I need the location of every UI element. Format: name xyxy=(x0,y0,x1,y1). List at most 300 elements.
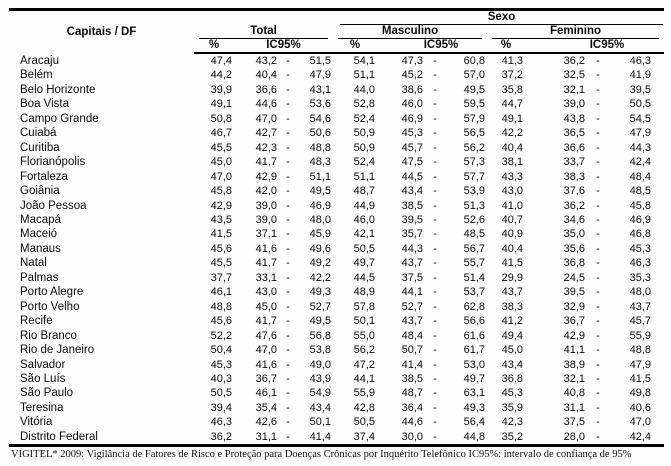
feminino-ic-low: 37,6 xyxy=(563,185,585,198)
table-body xyxy=(9,53,664,446)
feminino-ic-low: 36,6 xyxy=(563,141,585,154)
total-pct: 45,3 xyxy=(210,358,232,371)
capital-name: Aracaju xyxy=(20,54,59,67)
feminino-ic-dash: - xyxy=(596,257,600,270)
total-ic-low: 36,7 xyxy=(255,372,277,385)
total-ic-dash: - xyxy=(286,199,290,212)
feminino-ic-low: 36,5 xyxy=(563,127,585,140)
masculino-ic-low: 39,5 xyxy=(401,213,423,226)
capital-name: São Paulo xyxy=(20,387,74,400)
masculino-ic-dash: - xyxy=(433,344,437,357)
total-ic-low: 47,6 xyxy=(255,329,277,342)
total-ic-low: 41,7 xyxy=(255,257,277,270)
masculino-pct: 46,0 xyxy=(353,213,375,226)
masculino-ic-high: 53,7 xyxy=(463,286,485,299)
masculino-ic-dash: - xyxy=(433,141,437,154)
total-ic-low: 47,0 xyxy=(255,344,277,357)
total-ic-high: 54,6 xyxy=(309,112,331,125)
total-ic-low: 43,2 xyxy=(255,55,277,67)
total-ic-high: 50,6 xyxy=(309,127,331,140)
capital-name: Teresina xyxy=(20,401,64,414)
total-ic-low: 41,6 xyxy=(255,358,277,371)
masculino-ic-dash: - xyxy=(433,416,437,429)
table-row xyxy=(9,256,664,270)
table-row xyxy=(9,314,664,328)
masculino-ic-high: 56,7 xyxy=(463,242,485,255)
masculino-ic-dash: - xyxy=(433,358,437,371)
feminino-ic-low: 33,7 xyxy=(563,156,585,169)
masculino-ic-low: 50,7 xyxy=(401,344,423,357)
total-pct: 47,0 xyxy=(210,170,232,183)
feminino-ic-high: 47,0 xyxy=(629,416,651,429)
feminino-pct: 40,7 xyxy=(501,213,523,226)
feminino-pct: 38,1 xyxy=(501,156,523,169)
table-row xyxy=(9,53,664,68)
masculino-ic-high: 57,3 xyxy=(463,156,485,169)
masculino-ic-dash: - xyxy=(433,83,437,96)
total-pct: 45,6 xyxy=(210,315,232,328)
total-pct: 45,5 xyxy=(210,141,232,154)
total-pct: 42,9 xyxy=(210,199,232,212)
masculino-ic-low: 38,5 xyxy=(401,199,423,212)
table-row xyxy=(9,372,664,386)
feminino-ic-low: 42,9 xyxy=(563,329,585,342)
feminino-ic-dash: - xyxy=(596,127,600,140)
total-ic-high: 48,8 xyxy=(309,141,331,154)
masculino-ic-high: 56,6 xyxy=(463,315,485,328)
feminino-ic-high: 41,9 xyxy=(629,69,651,82)
masculino-ic-high: 49,7 xyxy=(463,372,485,385)
masculino-ic-high: 61,7 xyxy=(463,344,485,357)
masculino-pct: 56,2 xyxy=(353,344,375,357)
masculino-ic-low: 47,3 xyxy=(401,55,423,67)
masculino-header-label: Masculino xyxy=(338,25,482,39)
table-row xyxy=(9,68,664,82)
feminino-pct: 42,2 xyxy=(501,127,523,140)
total-pct: 40,3 xyxy=(210,372,232,385)
total-ic95-header: IC95% xyxy=(234,39,333,53)
total-pct-header: % xyxy=(194,39,234,53)
total-pct: 45,6 xyxy=(210,242,232,255)
feminino-ic-dash: - xyxy=(596,286,600,299)
feminino-ic-dash: - xyxy=(596,213,600,226)
table-row xyxy=(9,242,664,256)
capital-name: Belém xyxy=(20,69,53,82)
table-header xyxy=(9,10,664,54)
capital-name: Manaus xyxy=(20,242,61,255)
feminino-ic-high: 49,8 xyxy=(629,387,651,400)
feminino-ic-high: 46,9 xyxy=(629,213,651,226)
table-row xyxy=(9,126,664,140)
feminino-ic-dash: - xyxy=(596,416,600,429)
table-row xyxy=(9,227,664,241)
feminino-ic-dash: - xyxy=(596,55,600,67)
capital-name: Curitiba xyxy=(20,141,60,154)
masculino-ic-low: 36,4 xyxy=(401,401,423,414)
feminino-ic-high: 42,4 xyxy=(629,156,651,169)
masculino-ic-high: 53,9 xyxy=(463,185,485,198)
total-pct: 50,5 xyxy=(210,387,232,400)
feminino-pct: 45,3 xyxy=(501,387,523,400)
masculino-ic-low: 43,4 xyxy=(401,185,423,198)
total-ic-dash: - xyxy=(286,271,290,284)
table-row xyxy=(9,329,664,343)
masculino-ic-high: 56,2 xyxy=(463,141,485,154)
capital-name: Florianópolis xyxy=(20,156,86,169)
feminino-ic-dash: - xyxy=(596,199,600,212)
feminino-ic-high: 45,7 xyxy=(629,315,651,328)
feminino-pct: 40,4 xyxy=(501,242,523,255)
capital-name: Porto Alegre xyxy=(20,286,84,299)
masculino-ic-high: 53,0 xyxy=(463,358,485,371)
masculino-pct: 52,4 xyxy=(353,112,375,125)
total-ic-high: 49,5 xyxy=(309,315,331,328)
masculino-pct: 44,5 xyxy=(353,271,375,284)
feminino-ic-low: 39,0 xyxy=(563,98,585,111)
total-ic-high: 41,4 xyxy=(309,430,331,443)
feminino-ic-high: 46,3 xyxy=(629,55,651,67)
feminino-ic-low: 31,1 xyxy=(563,401,585,414)
capital-name: Boa Vista xyxy=(20,98,70,111)
total-ic-high: 43,4 xyxy=(309,401,331,414)
masculino-ic-high: 52,6 xyxy=(463,213,485,226)
total-pct: 47,4 xyxy=(210,55,232,67)
masculino-ic-dash: - xyxy=(433,401,437,414)
masculino-pct: 42,8 xyxy=(353,401,375,414)
total-pct: 45,0 xyxy=(210,156,232,169)
total-pct: 45,8 xyxy=(210,185,232,198)
capital-name: Goiânia xyxy=(20,185,60,198)
masculino-ic-low: 45,3 xyxy=(401,127,423,140)
masculino-ic-dash: - xyxy=(433,170,437,183)
table-row xyxy=(9,213,664,227)
table-row xyxy=(9,271,664,285)
total-ic-dash: - xyxy=(286,213,290,226)
total-ic-dash: - xyxy=(286,344,290,357)
total-ic-low: 35,4 xyxy=(255,401,277,414)
total-ic-high: 49,0 xyxy=(309,358,331,371)
header-row-sexo xyxy=(9,10,664,26)
masculino-ic-low: 46,9 xyxy=(401,112,423,125)
feminino-pct: 43,7 xyxy=(501,286,523,299)
total-ic-dash: - xyxy=(286,387,290,400)
masculino-pct: 37,4 xyxy=(353,430,375,443)
total-pct: 39,4 xyxy=(210,401,232,414)
masculino-ic-high: 57,7 xyxy=(463,170,485,183)
table-row xyxy=(9,83,664,97)
total-ic-high: 42,2 xyxy=(309,271,331,284)
table-row xyxy=(9,343,664,357)
total-ic-high: 54,9 xyxy=(309,387,331,400)
masculino-ic-low: 44,6 xyxy=(401,416,423,429)
masculino-ic-dash: - xyxy=(433,430,437,443)
masculino-ic-low: 45,7 xyxy=(401,141,423,154)
feminino-header xyxy=(487,25,664,39)
masculino-ic-high: 56,4 xyxy=(463,416,485,429)
total-ic-low: 40,4 xyxy=(255,69,277,82)
table-row xyxy=(9,155,664,169)
masculino-ic-dash: - xyxy=(433,329,437,342)
table-row xyxy=(9,97,664,111)
feminino-pct-header: % xyxy=(487,39,525,53)
total-ic-dash: - xyxy=(286,185,290,198)
feminino-ic-dash: - xyxy=(596,98,600,111)
feminino-ic-high: 48,5 xyxy=(629,185,651,198)
masculino-ic-dash: - xyxy=(433,372,437,385)
feminino-ic-high: 46,3 xyxy=(629,257,651,270)
feminino-pct: 29,9 xyxy=(501,271,523,284)
masculino-ic-dash: - xyxy=(433,300,437,313)
feminino-ic-dash: - xyxy=(596,300,600,313)
total-ic-low: 47,0 xyxy=(255,112,277,125)
feminino-ic-high: 47,9 xyxy=(629,358,651,371)
total-ic-dash: - xyxy=(286,286,290,299)
masculino-pct: 50,9 xyxy=(353,127,375,140)
masculino-ic-high: 57,9 xyxy=(463,112,485,125)
masculino-pct: 55,9 xyxy=(353,387,375,400)
total-pct: 46,3 xyxy=(210,416,232,429)
total-pct: 43,5 xyxy=(210,213,232,226)
feminino-ic-dash: - xyxy=(596,112,600,125)
total-ic-high: 56,8 xyxy=(309,329,331,342)
feminino-ic95-header: IC95% xyxy=(525,39,664,53)
total-header xyxy=(194,25,333,39)
total-pct: 36,2 xyxy=(210,430,232,443)
feminino-ic-low: 36,2 xyxy=(563,55,585,67)
feminino-pct: 40,4 xyxy=(501,141,523,154)
total-ic-low: 46,1 xyxy=(255,387,277,400)
feminino-ic-low: 39,5 xyxy=(563,286,585,299)
masculino-pct: 50,5 xyxy=(353,242,375,255)
total-pct: 49,1 xyxy=(210,98,232,111)
masculino-ic-low: 38,6 xyxy=(401,83,423,96)
total-ic-dash: - xyxy=(286,156,290,169)
total-ic-dash: - xyxy=(286,127,290,140)
masculino-pct-header: % xyxy=(333,39,377,53)
feminino-ic-high: 45,8 xyxy=(629,199,651,212)
total-pct: 46,1 xyxy=(210,286,232,299)
total-ic-low: 36,6 xyxy=(255,83,277,96)
capital-name: Palmas xyxy=(20,271,59,284)
feminino-ic-dash: - xyxy=(596,185,600,198)
capital-name: Rio Branco xyxy=(20,329,77,342)
feminino-ic-dash: - xyxy=(596,69,600,82)
masculino-ic-low: 48,4 xyxy=(401,329,423,342)
masculino-pct: 50,1 xyxy=(353,315,375,328)
feminino-ic-high: 45,3 xyxy=(629,242,651,255)
feminino-pct: 44,7 xyxy=(501,98,523,111)
masculino-ic-dash: - xyxy=(433,242,437,255)
masculino-ic-dash: - xyxy=(433,98,437,111)
masculino-ic-dash: - xyxy=(433,55,437,67)
masculino-ic-high: 49,3 xyxy=(463,401,485,414)
capital-name: São Luís xyxy=(20,372,66,385)
masculino-ic-low: 37,5 xyxy=(401,271,423,284)
total-pct: 44,2 xyxy=(210,69,232,82)
sexo-header xyxy=(333,10,664,26)
total-pct: 48,8 xyxy=(210,300,232,313)
capitals-header xyxy=(9,10,194,54)
feminino-pct: 45,0 xyxy=(501,344,523,357)
feminino-ic-dash: - xyxy=(596,372,600,385)
capital-name: Rio de Janeiro xyxy=(20,344,95,357)
feminino-pct: 42,3 xyxy=(501,416,523,429)
masculino-ic-low: 52,7 xyxy=(401,300,423,313)
feminino-pct: 40,9 xyxy=(501,228,523,241)
total-ic-low: 37,1 xyxy=(255,228,277,241)
total-ic-low: 45,0 xyxy=(255,300,277,313)
feminino-ic-dash: - xyxy=(596,344,600,357)
masculino-ic-dash: - xyxy=(433,185,437,198)
masculino-pct: 48,9 xyxy=(353,286,375,299)
feminino-pct: 49,1 xyxy=(501,112,523,125)
total-pct: 41,5 xyxy=(210,228,232,241)
total-ic-low: 41,7 xyxy=(255,315,277,328)
masculino-pct: 44,1 xyxy=(353,372,375,385)
feminino-ic-high: 54,5 xyxy=(629,112,651,125)
feminino-pct: 43,0 xyxy=(501,185,523,198)
total-ic-high: 53,6 xyxy=(309,98,331,111)
total-ic-high: 45,9 xyxy=(309,228,331,241)
masculino-pct: 50,5 xyxy=(353,416,375,429)
total-ic-high: 53,8 xyxy=(309,344,331,357)
feminino-pct: 35,9 xyxy=(501,401,523,414)
masculino-ic-low: 44,5 xyxy=(401,170,423,183)
feminino-ic-low: 24,5 xyxy=(563,271,585,284)
total-pct: 46,7 xyxy=(210,127,232,140)
capital-name: Salvador xyxy=(20,358,66,371)
masculino-ic-dash: - xyxy=(433,315,437,328)
feminino-pct: 36,8 xyxy=(501,372,523,385)
masculino-ic-high: 49,5 xyxy=(463,83,485,96)
masculino-ic-dash: - xyxy=(433,228,437,241)
masculino-ic-low: 47,5 xyxy=(401,156,423,169)
feminino-ic-dash: - xyxy=(596,156,600,169)
feminino-ic-high: 41,5 xyxy=(629,372,651,385)
feminino-pct: 35,8 xyxy=(501,83,523,96)
masculino-pct: 44,0 xyxy=(353,83,375,96)
total-ic-low: 39,0 xyxy=(255,213,277,226)
total-ic-high: 43,9 xyxy=(309,372,331,385)
feminino-ic-high: 46,8 xyxy=(629,228,651,241)
capital-name: Fortaleza xyxy=(20,170,68,183)
capital-name: Distrito Federal xyxy=(20,430,98,443)
masculino-pct: 42,1 xyxy=(353,228,375,241)
masculino-ic-high: 44,8 xyxy=(463,430,485,443)
masculino-ic-high: 56,5 xyxy=(463,127,485,140)
table-row xyxy=(9,430,664,446)
total-pct: 50,4 xyxy=(210,344,232,357)
feminino-ic-high: 47,9 xyxy=(629,127,651,140)
feminino-ic-low: 36,7 xyxy=(563,315,585,328)
total-ic-high: 49,2 xyxy=(309,257,331,270)
source-note: VIGITEL* 2009: Vigilância de Fatores de Risco e Proteção para Doenças Crônicas por Inquérito Telefônico IC95%: intervalo de confiança de 95% xyxy=(11,449,632,461)
total-ic-low: 31,1 xyxy=(255,430,277,443)
total-ic-low: 42,7 xyxy=(255,127,277,140)
masculino-pct: 50,9 xyxy=(353,141,375,154)
feminino-ic-dash: - xyxy=(596,387,600,400)
total-ic-dash: - xyxy=(286,242,290,255)
table-row xyxy=(9,184,664,198)
sexo-header-label: Sexo xyxy=(340,11,663,25)
feminino-ic-high: 48,8 xyxy=(629,344,651,357)
masculino-ic-dash: - xyxy=(433,213,437,226)
feminino-ic-low: 37,5 xyxy=(563,416,585,429)
feminino-ic-high: 55,9 xyxy=(629,329,651,342)
masculino-ic-low: 43,7 xyxy=(401,315,423,328)
total-ic-low: 42,6 xyxy=(255,416,277,429)
masculino-ic-dash: - xyxy=(433,69,437,82)
feminino-ic-high: 48,0 xyxy=(629,286,651,299)
total-ic-high: 43,1 xyxy=(309,83,331,96)
total-ic-high: 52,7 xyxy=(309,300,331,313)
feminino-pct: 43,4 xyxy=(501,358,523,371)
vigitel-table xyxy=(9,8,664,447)
total-ic-low: 43,0 xyxy=(255,286,277,299)
feminino-ic-dash: - xyxy=(596,170,600,183)
feminino-ic-low: 28,0 xyxy=(563,430,585,443)
total-ic-high: 49,6 xyxy=(309,242,331,255)
capital-name: João Pessoa xyxy=(20,199,87,212)
masculino-ic-high: 62,8 xyxy=(463,300,485,313)
feminino-ic-dash: - xyxy=(596,329,600,342)
total-ic-low: 39,0 xyxy=(255,199,277,212)
feminino-ic-low: 38,3 xyxy=(563,170,585,183)
total-pct: 52,2 xyxy=(210,329,232,342)
masculino-ic-low: 48,7 xyxy=(401,387,423,400)
total-ic-dash: - xyxy=(286,141,290,154)
feminino-header-label: Feminino xyxy=(492,25,659,39)
feminino-pct: 43,3 xyxy=(501,170,523,183)
masculino-pct: 55,0 xyxy=(353,329,375,342)
masculino-ic-low: 44,1 xyxy=(401,286,423,299)
masculino-ic-dash: - xyxy=(433,387,437,400)
total-ic-low: 33,1 xyxy=(255,271,277,284)
capital-name: Campo Grande xyxy=(20,112,99,125)
total-ic-high: 47,9 xyxy=(309,69,331,82)
feminino-ic-low: 38,9 xyxy=(563,358,585,371)
masculino-ic-dash: - xyxy=(433,127,437,140)
table-row xyxy=(9,386,664,400)
masculino-ic-high: 55,7 xyxy=(463,257,485,270)
total-ic-dash: - xyxy=(286,401,290,414)
total-ic-high: 48,0 xyxy=(309,213,331,226)
feminino-ic-dash: - xyxy=(596,83,600,96)
total-ic-dash: - xyxy=(286,112,290,125)
masculino-ic-low: 30,0 xyxy=(401,430,423,443)
capital-name: Porto Velho xyxy=(20,300,80,313)
masculino-ic-high: 59,5 xyxy=(463,98,485,111)
feminino-ic-high: 40,6 xyxy=(629,401,651,414)
masculino-ic-low: 45,2 xyxy=(401,69,423,82)
masculino-ic-low: 44,3 xyxy=(401,242,423,255)
feminino-ic-low: 34,6 xyxy=(563,213,585,226)
masculino-ic-low: 46,0 xyxy=(401,98,423,111)
feminino-ic-low: 35,0 xyxy=(563,228,585,241)
feminino-ic-low: 36,2 xyxy=(563,199,585,212)
total-ic-high: 51,1 xyxy=(309,170,331,183)
table-row xyxy=(9,285,664,299)
total-ic-low: 42,3 xyxy=(255,141,277,154)
feminino-pct: 49,4 xyxy=(501,329,523,342)
masculino-pct: 52,8 xyxy=(353,98,375,111)
feminino-pct: 35,2 xyxy=(501,430,523,443)
table-row xyxy=(9,141,664,155)
total-ic-dash: - xyxy=(286,69,290,82)
total-ic-dash: - xyxy=(286,300,290,313)
total-ic-dash: - xyxy=(286,358,290,371)
feminino-ic-high: 48,4 xyxy=(629,170,651,183)
